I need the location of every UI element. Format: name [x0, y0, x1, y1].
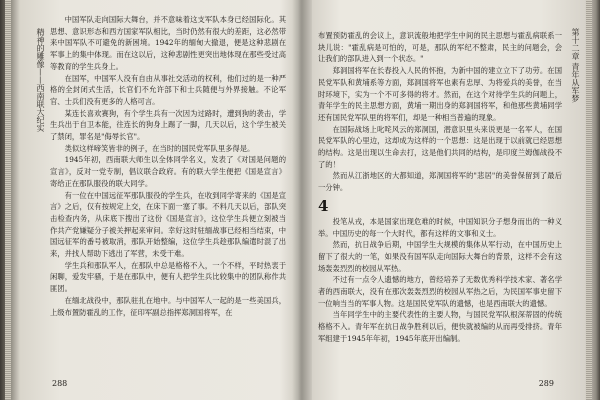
right-page-body [318, 30, 562, 345]
right-page-edge [586, 0, 592, 400]
section-number: 4 [318, 196, 329, 215]
paragraph: 然而从江浙地区的大都知道，郑洞国将军的"悲居"的美誉保留到了最后一分钟。 [318, 171, 562, 193]
paragraph: 郑洞国将军在长春投入人民的怀抱，为新中国的建立立下了功劳。在国民党军队和黄埔系等方面，郑洞国将军也素有忠厚、为将爱兵的美誉，在当时环境下，实为一个不可多得的将才。然而，在这个对待学生兵的问题上，青年学生的民主思想方面，黄埔一期出身的郑洞国将军，和他那些黄埔同学还有国民党军队里的将军们，却是一种相当普遍的现象。 [318, 66, 562, 122]
paragraph: 当年同学生中的主要代表性的主要人物，与国民党军队根深蒂固的传统格格不入。青年军在抗日战争胜利以后，便快就被编的从而再受排挤。青年军组建于1945年年初，1945年底开出编制。 [318, 310, 562, 343]
paragraph: 然而，抗日战争后期，中国学生大规模的集体从军行动，在中国历史上留下了很大的一笔，如果没有国军队走向国际大舞台的背景，这样不会有这场轰轰烈烈的校园从军热。 [318, 240, 562, 273]
paragraph: 在国军，中国军人没有自由从事社交活动的权利，他们过的是一种严格的全封闭式生活，长官们不允许部下和士兵随便与外界接触。不论军官、士兵们没有更多的人格可言。 [50, 73, 286, 106]
paragraph: 学生兵和那队军人，在那队中总是格格不入，一个不样，平时热衷于闲聊，爱发牢骚，于是在那队中，便有人把学生兵比较集中的团队称作共匪团。 [50, 260, 286, 294]
left-page [30, 14, 292, 394]
paragraph: 不过有一点令人遗憾的地方，曾经培养了无数优秀科学技术家、著名学者的西南联大，没有在那次轰轰烈烈的校园从军热之后，为民国军事史留下一位响当当的军事人物。这是国民党军队的遗憾，也是西南联大的遗憾。 [318, 275, 562, 308]
left-page-body [50, 14, 286, 318]
right-page [312, 14, 580, 394]
paragraph: 布置预防霍乱的会议上，意识流般地把学生中间的民主思想与霍乱病联系一块儿说："霍乱病是可怕的，可是，那队的军纪不整肃，民主的问题会，会让我们的部队进入到一个状态。" [318, 31, 562, 64]
left-page-edge [5, 0, 11, 400]
paragraph: 1945年初，西南联大师生以全体同学名义，发表了《对国是问题的宣言》，反对一党专制，倡议联合政府。有的联大学生便把《国是宣言》寄给正在那队服役的联大同学。 [50, 155, 286, 188]
paragraph: 投笔从戎，本是国家出现危难的时候，中国知识分子想身而出的一种义举。中国历史的每一个大时代，都有这样的文事和义士。 [318, 216, 562, 238]
left-running-head: 精神的雕像——西南联大纪实 [36, 28, 45, 132]
paragraph: 在缅北战役中，那队驻扎在地中。与中国军人一起的是一些美国兵，上级布置防霍乱的工作，征印军副总指挥郑洞国将军，在 [50, 295, 286, 317]
book-gutter [292, 0, 312, 400]
left-page-number: 288 [52, 379, 68, 388]
paragraph: 中国军队走向国际大舞台，并不意味着这支军队本身已经国际化。其思想、意识形态和西方国家军队相比，当时仍然有很大的差距，这必然带来中国军队不可避免的新困境。1942年的缅甸大撤退，便是这种悲剧在军事上的集中体现。而在这以后，这种悲剧性更突出地体现在那些受过高等教育的学生兵身上。 [50, 15, 286, 71]
paragraph: 有一位在中国远征军那队服役的学生兵，在收到同学寄来的《国是宣言》之后，仅有按规定上交，在床下面一塞了事。不料几天以后，部队突击检查内务，从床底下搜出了这份《国是宣言》，这位学生兵便立刻被当作共产党嫌疑分子被关押起来审问。幸好这时驻缅战事已经相当结束，中国远征军的番号被取消，那队开始整编，这位学生兵趁那队编遣时混了出来，并找人帮助下逃出了军营，未受干难。 [50, 190, 286, 259]
right-running-head: 第十二章 青年从军梦 [571, 28, 580, 103]
right-page-number: 289 [538, 379, 554, 388]
paragraph: 类似这样啼笑皆非的例子，在当时的国民党军队里多得是。 [64, 143, 255, 153]
paragraph: 在国际战场上叱咤风云的郑洞国，潜意识里头来说更是一名军人，在国民党军队的心里边，这却成为这样的一个思想：这是出现于以前就已经思想的结构。这是出现以生命去打，这是他们共同的结构，是印度兰姆伽战役不了的！ [318, 124, 562, 169]
paragraph: 某连长喜欢赛狗，有个学生兵有一次因为过路时，遭到狗的袭击，学生兵出于自卫本能，往连长的狗身上踢了一脚，几天以后，这个学生被关了禁闭，罪名是"侮辱长官"。 [50, 108, 286, 142]
